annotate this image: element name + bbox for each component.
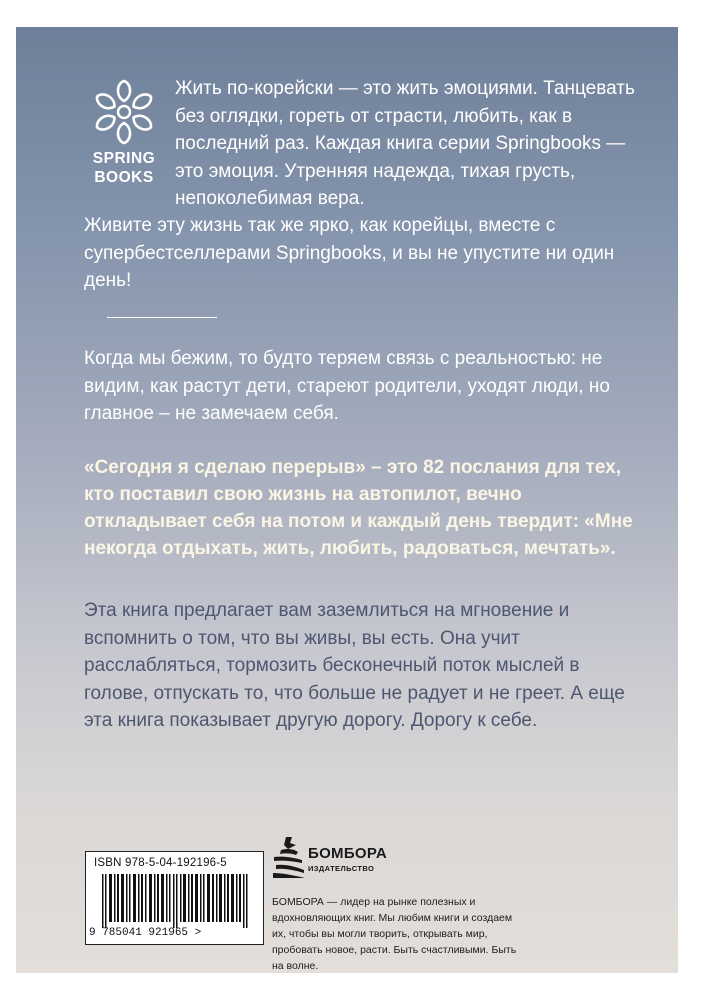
springbooks-logo xyxy=(84,79,164,187)
isbn-barcode-box xyxy=(85,851,264,945)
publisher-name: БОМБОРА xyxy=(308,845,388,862)
reality-paragraph: Когда мы бежим, то будто теряем связь с реальностью: не видим, как растут дети, стареют родители, уходят люди, но главное – не замечаем себя. xyxy=(84,348,610,425)
closing-paragraph: Эта книга предлагает вам заземлиться на мгновение и вспомнить о том, что вы живы, вы есть. Она учит расслабляться, тормозить бесконечный поток мыслей в голове, отпускать то, что больше не радует и не греет. А еще эта книга показывает другую дорогу. Дорогу к себе. xyxy=(84,600,625,732)
publisher-subtitle: ИЗДАТЕЛЬСТВО xyxy=(308,864,375,873)
logo-text xyxy=(84,149,164,187)
flower-icon xyxy=(91,79,157,145)
isbn-text: ISBN 978-5-04-192196-5 xyxy=(94,857,227,869)
publisher-description: БОМБОРА — лидер на рынке полезных и вдохновляющих книг. Мы любим книги и создаем их, чтобы вы могли творить, открывать мир, пробовать новое, расти. Быть счастливыми. Быть на волне. xyxy=(272,896,517,972)
intro-paragraph: Жить по-корейски — это жить эмоциями. Танцевать без оглядки, гореть от страсти, любить, как в последний раз. Каждая книга серии Springbooks — это эмоция. Утренняя надежда, тихая грусть, непоколебимая вера. xyxy=(175,78,635,210)
invite-paragraph: Живите эту жизнь так же ярко, как корейцы, вместе с супербестселлерами Springbooks, и вы не упустите ни один день! xyxy=(84,215,615,292)
logo-line1: SPRING xyxy=(92,150,156,167)
barcode-bars xyxy=(102,874,254,928)
logo-line2: BOOKS xyxy=(94,169,154,186)
highlight-paragraph: «Сегодня я сделаю перерыв» – это 82 послания для тех, кто поставил свою жизнь на автопилот, вечно откладывает себя на потом и каждый день твердит: «Мне некогда отдыхать, жить, любить, радоваться, мечтать». xyxy=(84,457,633,559)
divider-line xyxy=(107,317,217,318)
back-cover xyxy=(16,27,678,973)
publisher-logo xyxy=(272,835,402,885)
barcode-digits: 9 785041 921965 > xyxy=(89,927,202,939)
wave-rider-icon xyxy=(272,835,306,879)
